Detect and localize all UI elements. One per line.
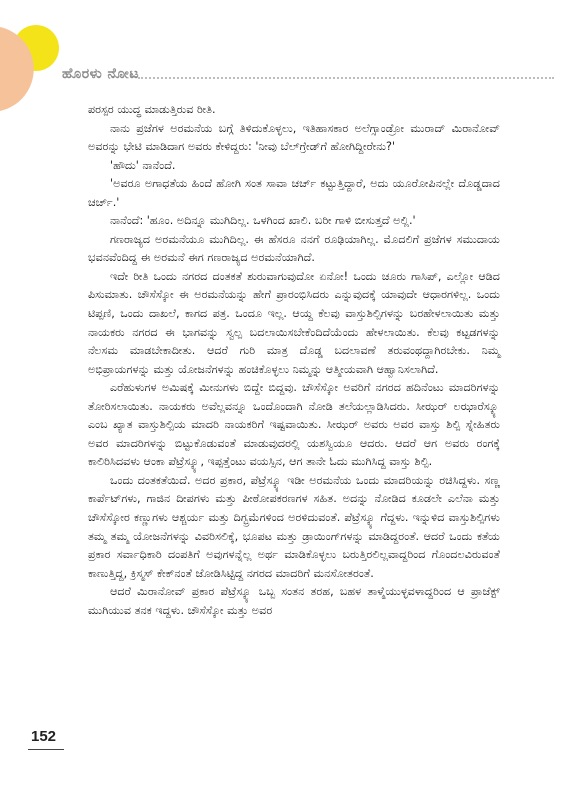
paragraph: ಆದರೆ ಮಿರಾನೋವ್ ಪ್ರಕಾರ ಪೆಟ್ರೆಸ್ಕ್ಯೂ ಒಬ್ಬ ಸಂತನ ತರಹ, ಬಹಳ ತಾಳ್ಮೆಯುಳ್ಳವಳಾದ್ದರಿಂದ ಆ ಪ್ರಾಜೆಕ್ಟ್ ಮುಗಿಯುವ ತನಕ ಇದ್ದಳು. ಚೌಸೆಸ್ಕೋ ಮತ್ತು ಅವರ <box>88 585 500 617</box>
paragraph: ಪರಸ್ಪರ ಯುದ್ಧ ಮಾಡುತ್ತಿರುವ ರೀತಿ. <box>88 103 216 116</box>
paragraph: 'ಹೌದು' ನಾನೆಂದೆ. <box>110 158 176 172</box>
header-divider <box>138 77 554 79</box>
corner-decoration <box>0 0 100 120</box>
paragraph: ನಾನೆಂದೆ: 'ಹೂಂ. ಅದಿನ್ನೂ ಮುಗಿದಿಲ್ಲ. ಒಳಗಿಂದ ಖಾಲಿ. ಬರೀ ಗಾಳಿ ಬೀಸುತ್ತದೆ ಅಲ್ಲಿ.' <box>110 214 416 228</box>
page-number: 152 <box>31 728 57 745</box>
paragraph: ನಾನು ಪ್ರಜೆಗಳ ಅರಮನೆಯ ಬಗ್ಗೆ ತಿಳಿದುಕೊಳ್ಳಲು, ಇತಿಹಾಸಕಾರ ಅಲೆಗ್ಸಾಂಡ್ರೋ ಮುರಾದ್ ಮಿರಾನೋವ್ ಅವರನ್ನು ಭೇಟಿ ಮಾಡಿದಾಗ ಅವರು ಕೇಳಿದ್ದರು: 'ನೀವು ಬೆಲ್‌ಗ್ರೇಡ್‌ಗೆ ಹೋಗಿದ್ದೀರೇನು?' <box>88 121 500 154</box>
body-text <box>88 101 500 620</box>
page-number-rule <box>28 749 64 750</box>
paragraph: ಇದೇ ರೀತಿ ಒಂದು ನಗರದ ದಂತಕತೆ ಶುರುವಾಗುವುದೋ ಏನೋ! ಒಂದು ಚೂರು ಗಾಸಿಪ್, ಎಲ್ಲೋ ಆಡಿದ ಪಿಸುಮಾತು. ಚೌಸೆಸ್ಕೋ ಈ ಅರಮನೆಯನ್ನು ಹೇಗೆ ಪ್ರಾರಂಭಿಸಿದರು ಎನ್ನುವುದಕ್ಕೆ ಯಾವುದೇ ಆಧಾರಗಳಿಲ್ಲ. ಒಂದು ಟಿಪ್ಪಣಿ, ಒಂದು ದಾಖಲೆ, ಕಾಗದ ಪತ್ರ. ಒಂದೂ ಇಲ್ಲ. ಆಯ್ದ ಕೆಲವು ವಾಸ್ತುಶಿಲ್ಪಿಗಳನ್ನು ಬರಹೇಳಲಾಯಿತು ಮತ್ತು ನಾಯಕರು ನಗರದ ಈ ಭಾಗವನ್ನು ಸ್ವಲ್ಪ ಬದಲಾಯಿಸಬೇಕೆಂದಿದೆಯೆಂದು ಹೇಳಲಾಯಿತು. ಕೆಲವು ಕಟ್ಟಡಗಳನ್ನು ನೆಲಸಮ ಮಾಡಬೇಕಾದೀತು. ಆದರೆ ಗುರಿ ಮಾತ್ರ ದೊಡ್ಡ ಬದಲಾವಣೆ ತರುವಂಥದ್ದಾಗಿರಬೇಕು. ನಿಮ್ಮ ಅಭಿಪ್ರಾಯಗಳನ್ನು ಮತ್ತು ಯೋಜನೆಗಳನ್ನು ಹಂಚಿಕೊಳ್ಳಲು ನಿಮ್ಮನ್ನು ಆತ್ಮೀಯವಾಗಿ ಆಹ್ವಾನಿಸಲಾಗಿದೆ. <box>88 269 500 376</box>
paragraph: 'ಅವರೂ ಅಗಾಧತೆಯ ಹಿಂದೆ ಹೋಗಿ ಸಂತ ಸಾವಾ ಚರ್ಚ್ ಕಟ್ಟುತ್ತಿದ್ದಾರೆ, ಅದು ಯೂರೋಪಿನಲ್ಲೇ ದೊಡ್ಡದಾದ ಚರ್ಚ್.' <box>88 177 500 209</box>
paragraph: ಎರೆಹುಳುಗಳ ಅಮಿಷಕ್ಕೆ ಮೀನುಗಳು ಬಿದ್ದೇ ಬಿದ್ದವು. ಚೌಸೆಸ್ಕೋ ಅವರಿಗೆ ನಗರದ ಹದಿನೆಂಟು ಮಾದರಿಗಳನ್ನು ತೋರಿಸಲಾಯಿತು. ನಾಯಕರು ಅವೆಲ್ಲವನ್ನೂ ಒಂದೊಂದಾಗಿ ನೋಡಿ ತಲೆಯಲ್ಲಾಡಿಸಿದರು. ಸೀಝರ್ ಲಝಾರೆಸ್ಕ್ಯೂ ಎಂಬ ಖ್ಯಾತ ವಾಸ್ತುಶಿಲ್ಪಿಯ ಮಾದರಿ ನಾಯಕರಿಗೆ ಇಷ್ಟವಾಯಿತು. ಸೀಝರ್ ಅವರು ಅವರ ವಾಸ್ತು ಶಿಲ್ಪಿ ಸ್ನೇಹಿತರು ಅವರ ಮಾದರಿಗಳನ್ನು ಬಿಟ್ಟುಕೊಡುವಂತೆ ಮಾಡುವುದರಲ್ಲಿ ಯಶಸ್ವಿಯೂ ಆದರು. ಆದರೆ ಆಗ ಅವರು ರಂಗಕ್ಕೆ ಕಾಲಿರಿಸಿದವಳು ಆಂಕಾ ಪೆಟ್ರೆಸ್ಕ್ಯೂ, ಇಪ್ಪತ್ತೆಂಟು ವಯಸ್ಸಿನ, ಆಗ ತಾನೇ ಓದು ಮುಗಿಸಿದ್ದ ವಾಸ್ತು ಶಿಲ್ಪಿ. <box>88 381 500 469</box>
paragraph: ಒಂದು ದಂತಕತೆಯಿದೆ. ಅದರ ಪ್ರಕಾರ, ಪೆಟ್ರೆಸ್ಕ್ಯೂ ಇಡೀ ಅರಮನೆಯ ಒಂದು ಮಾದರಿಯನ್ನು ರಚಿಸಿದ್ದಳು. ಸಣ್ಣ ಕಾರ್ಪೆಟ್‌ಗಳು, ಗಾಜಿನ ದೀಪಗಳು ಮತ್ತು ಪೀಠೋಪಕರಣಗಳ ಸಹಿತ. ಅದನ್ನು ನೋಡಿದ ಕೂಡಲೇ ಎಲೆನಾ ಮತ್ತು ಚೌಸೆಸ್ಕೋರ ಕಣ್ಣುಗಳು ಆಶ್ಚರ್ಯ ಮತ್ತು ದಿಗ್ಭ್ರಮೆಗಳಿಂದ ಅರಳಿದುವಂತೆ. ಪೆಟ್ರೆಸ್ಕ್ಯೂ ಗೆದ್ದಳು. ಇನ್ನುಳಿದ ವಾಸ್ತುಶಿಲ್ಪಿಗಳು ತಮ್ಮ ತಮ್ಮ ಯೋಜನೆಗಳನ್ನು ವಿವರಿಸಲಿಕ್ಕೆ, ಭೂಪಟ ಮತ್ತು ಡ್ರಾಯಿಂಗ್‌ಗಳನ್ನು ಮಾಡಿದ್ದರಂತೆ. ಆದರೆ ಒಂದು ಕತೆಯ ಪ್ರಕಾರ ಸರ್ವಾಧಿಕಾರಿ ದಂಪತಿಗೆ ಅವುಗಳನ್ನೆಲ್ಲ ಅರ್ಥ ಮಾಡಿಕೊಳ್ಳಲು ಬರುತ್ತಿರಲಿಲ್ಲವಾದ್ದರಿಂದ ಗೊಂದಲವಿರುವಂತೆ ಕಾಣುತ್ತಿದ್ದ, ಕ್ರಿಸ್ಮಸ್ ಕೇಕ್‌ನಂತೆ ಜೋಡಿಸಿಟ್ಟಿದ್ದ ನಗರದ ಮಾದರಿಗೆ ಮನಸೋತರಂತೆ. <box>88 473 500 580</box>
paragraph: ಗಣರಾಜ್ಯದ ಅರಮನೆಯೂ ಮುಗಿದಿಲ್ಲ. ಈ ಹೆಸರೂ ನನಗೆ ರೂಢಿಯಾಗಿಲ್ಲ. ಮೊದಲಿಗೆ ಪ್ರಜೆಗಳ ಸಮುದಾಯ ಭವನವೆಂದಿದ್ದ ಈ ಅರಮನೆ ಈಗ ಗಣರಾಜ್ಯದ ಅರಮನೆಯಾಗಿದೆ. <box>88 232 500 265</box>
section-title: ಹೊರಳು ನೋಟ <box>62 66 139 82</box>
